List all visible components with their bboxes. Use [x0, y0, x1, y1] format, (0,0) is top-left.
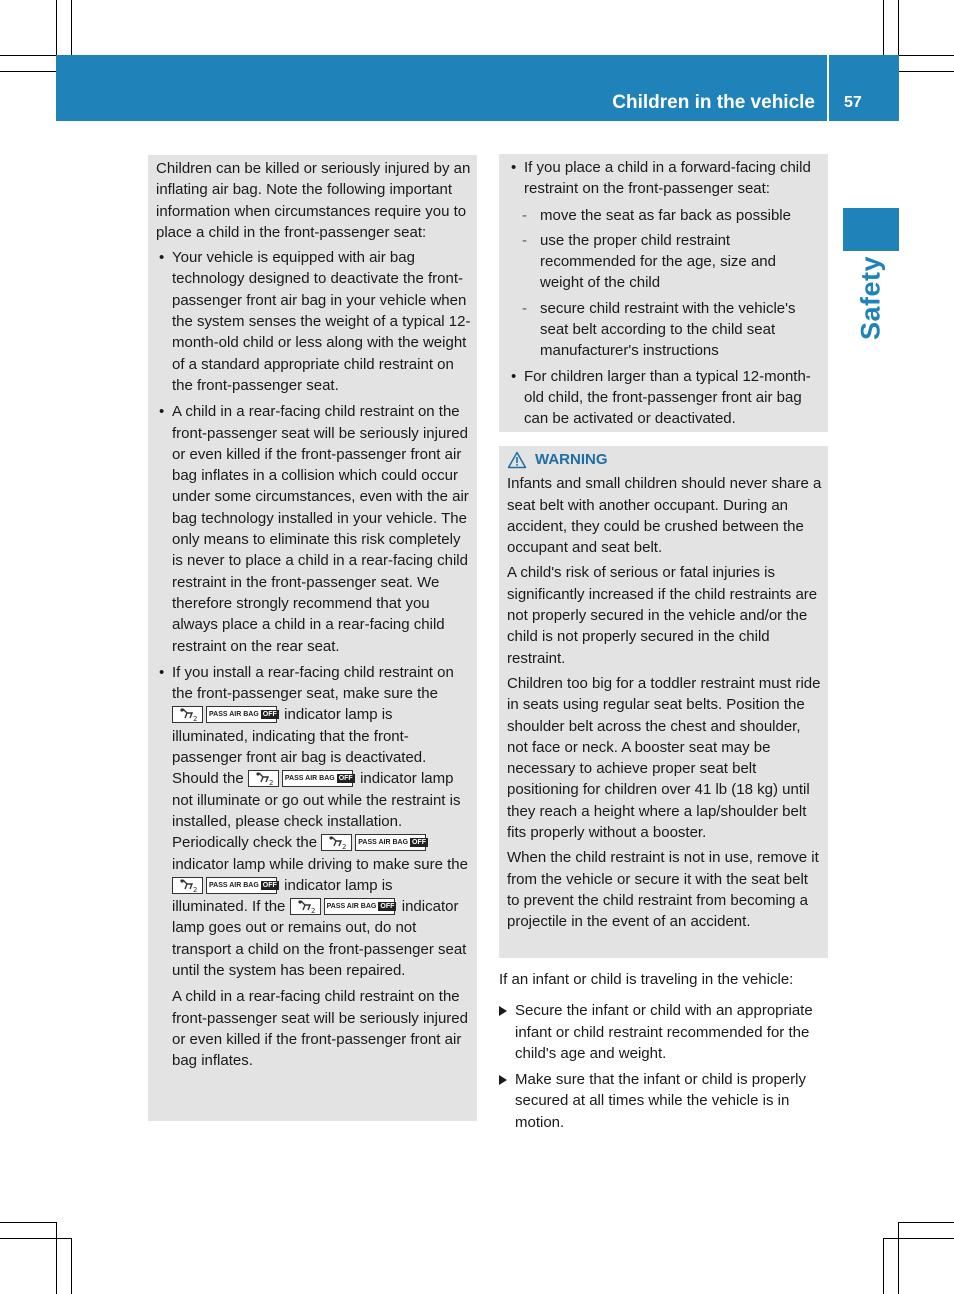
list-item: - use the proper child restraint recommended for the age, size and weight of the child	[522, 231, 776, 292]
crop-mark	[0, 1238, 71, 1239]
crop-mark	[883, 1238, 954, 1239]
crop-mark	[56, 0, 57, 55]
list-item: • Your vehicle is equipped with air bag technology designed to deactivate the front-passenger front air bag in your vehicle when the system senses the weight of a typical 12-month-old child or less along with the weight of a standard appropriate child restraint on the front-passenger seat.	[159, 249, 471, 394]
page-number: 57	[844, 94, 862, 111]
warning-paragraph: A child's risk of serious or fatal injuries is significantly increased if the child restraints are not properly secured in the vehicle and/or the child is not properly secured in the child restraint.	[507, 564, 818, 667]
step-arrow-icon	[499, 1075, 507, 1085]
crop-mark	[71, 1238, 72, 1294]
crop-mark	[0, 55, 56, 56]
child-seat-icon	[290, 898, 321, 915]
section-title: Children in the vehicle	[612, 92, 815, 113]
pass-airbag-off-indicator: 2 PASS AIR BAG OFF	[172, 706, 277, 723]
list-item: • For children larger than a typical 12-month-old child, the front-passenger front air bag can be activated or deactivated.	[511, 367, 811, 428]
svg-text:2: 2	[342, 843, 347, 851]
closing-paragraph: A child in a rear-facing child restraint on the front-passenger seat will be seriously injured or even killed if the front-passenger front air bag inflates.	[172, 988, 468, 1070]
chapter-label: Safety	[855, 255, 886, 341]
step-arrow-icon	[499, 1006, 507, 1016]
list-item: • If you install a rear-facing child restraint on the front-passenger seat, make sure the 2 PASS AIR BAG OFF indicator lamp is illuminated, indicating that the front-passenger front air bag is deactivated. Should the 2 PASS AIR BAG OFF indicator lamp not illuminate or go out while the restraint is installed, please check installation. Periodically check the 2 PASS AIR BAG OFF indicator lamp while driving to make sure the 2 PASS AIR BAG OFF indicator lamp is illuminated. If the 2 PASS AIR BAG OFF indicator lamp goes out or remains out, do not transport a child on the front-passenger seat until the system has been repaired.	[159, 663, 468, 979]
list-item: • A child in a rear-facing child restraint on the front-passenger seat will be seriously injured or even killed if the front-passenger front air bag inflates in a collision which could occur under some circumstances, even with the air bag technology installed in your vehicle. The only means to eliminate this risk completely is never to place a child in a rear-facing child restraint in the front-passenger seat. We therefore strongly recommend that you always place a child in a rear-facing child restraint on the rear seat.	[159, 403, 469, 655]
crop-mark	[898, 0, 899, 55]
list-item: • If you place a child in a forward-facing child restraint on the front-passenger seat:	[511, 159, 811, 198]
instructions-lead: If an infant or child is traveling in the vehicle:	[499, 971, 794, 988]
warning-box	[499, 446, 828, 958]
crop-mark	[71, 0, 72, 55]
crop-mark	[883, 1238, 884, 1294]
forward-facing-box	[499, 154, 828, 432]
svg-text:2: 2	[193, 885, 198, 893]
list-item: Make sure that the infant or child is properly secured at all times while the vehicle is in motion.	[499, 1069, 830, 1133]
warning-paragraph: Infants and small children should never share a seat belt with another occupant. During an accident, they could be crushed between the occupant and seat belt.	[507, 475, 822, 557]
crop-mark	[883, 0, 884, 55]
pass-airbag-off-indicator: 2 PASS AIR BAG OFF	[290, 898, 395, 915]
crop-mark	[898, 1222, 954, 1223]
crop-mark	[899, 55, 954, 56]
crop-mark	[0, 71, 56, 72]
warning-heading: WARNING	[507, 449, 822, 470]
pass-airbag-off-indicator: 2 PASS AIR BAG OFF	[248, 770, 353, 787]
page-header	[56, 55, 899, 121]
warning-paragraph: Children too big for a toddler restraint must ride in seats using regular seat belts. Position the shoulder belt across the chest and shoulder, not face or neck. A booster seat may be necessary to achieve proper seat belt positioning for children over 41 lb (18 kg) until they reach a height where a lap/shoulder belt fits properly without a booster.	[507, 674, 821, 842]
intro-paragraph: Children can be killed or seriously injured by an inflating air bag. Note the following important information when circumstances require you to place a child in the front-passenger seat:	[156, 160, 471, 241]
child-seat-icon	[321, 834, 352, 851]
airbag-info-box	[148, 155, 477, 1121]
crop-mark	[898, 1222, 899, 1294]
child-seat-icon	[172, 706, 203, 723]
crop-mark	[56, 1222, 57, 1294]
pass-airbag-off-indicator: 2 PASS AIR BAG OFF	[172, 877, 277, 894]
instructions	[499, 969, 830, 1138]
warning-paragraph: When the child restraint is not in use, remove it from the vehicle or secure it with the seat belt to prevent the child restraint from becoming a projectile in the event of an accident.	[507, 849, 819, 931]
crop-mark	[0, 1222, 56, 1223]
svg-text:2: 2	[268, 779, 274, 787]
svg-text:2: 2	[310, 907, 316, 915]
list-item: Secure the infant or child with an appropriate infant or child restraint recommended for the child's age and weight.	[499, 1000, 830, 1064]
header-divider	[827, 55, 829, 121]
crop-mark	[899, 71, 954, 72]
list-item: - secure child restraint with the vehicle's seat belt according to the child seat manufacturer's instructions	[522, 299, 796, 360]
list-item: - move the seat as far back as possible	[522, 206, 791, 224]
child-seat-icon	[248, 770, 279, 787]
chapter-tab	[843, 208, 899, 251]
child-seat-icon	[172, 877, 203, 894]
pass-airbag-off-indicator: 2 PASS AIR BAG OFF	[321, 834, 426, 851]
svg-text:2: 2	[193, 715, 198, 723]
warning-triangle-icon	[507, 451, 527, 469]
